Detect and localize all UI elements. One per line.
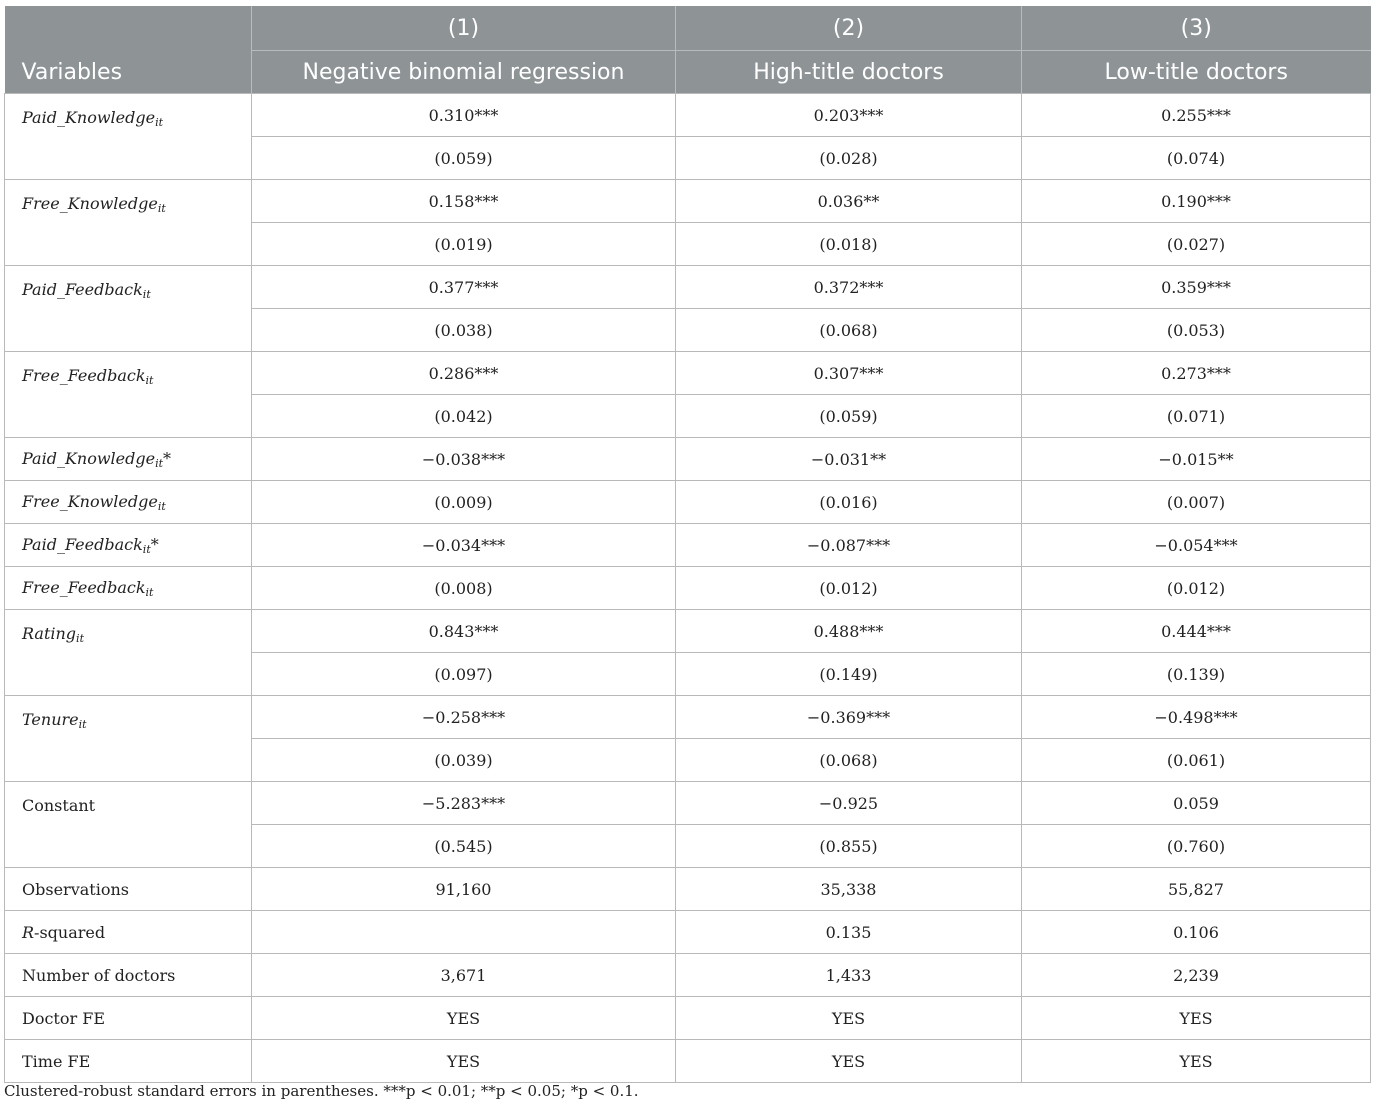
table-row <box>5 868 1371 911</box>
coef-cell: −0.015** <box>1022 438 1371 481</box>
coef-cell: 0.036** <box>676 180 1022 223</box>
se-cell: (0.545) <box>252 825 676 868</box>
value-cell: 35,338 <box>676 868 1022 911</box>
var-paid-knowledge: Paid_Knowledge$_{it}$ <box>5 94 252 180</box>
col-number-3: (3) <box>1022 6 1371 51</box>
value-cell <box>252 911 676 954</box>
coef-cell: −0.034*** <box>252 524 676 567</box>
var-rating: Rating$_{it}$ <box>5 610 252 696</box>
se-cell: (0.016) <box>676 481 1022 524</box>
var-interaction-feedback-line2: Free_Feedback$_{it}$ <box>5 567 252 610</box>
se-cell: (0.038) <box>252 309 676 352</box>
se-cell: (0.074) <box>1022 137 1371 180</box>
se-cell: (0.068) <box>676 309 1022 352</box>
coef-cell: −0.087*** <box>676 524 1022 567</box>
se-cell: (0.068) <box>676 739 1022 782</box>
coef-cell: 0.488*** <box>676 610 1022 653</box>
se-cell: (0.018) <box>676 223 1022 266</box>
var-paid-feedback: Paid_Feedback$_{it}$ <box>5 266 252 352</box>
coef-cell: 0.203*** <box>676 94 1022 137</box>
coef-cell: 0.372*** <box>676 266 1022 309</box>
se-cell: (0.012) <box>676 567 1022 610</box>
coef-cell: −5.283*** <box>252 782 676 825</box>
coef-cell: 0.286*** <box>252 352 676 395</box>
table-header <box>5 6 1371 94</box>
var-interaction-knowledge-line2: Free_Knowledge$_{it}$ <box>5 481 252 524</box>
coef-cell: 0.158*** <box>252 180 676 223</box>
coef-cell: 0.190*** <box>1022 180 1371 223</box>
coef-cell: −0.369*** <box>676 696 1022 739</box>
regression-table <box>4 6 1371 1083</box>
value-cell: YES <box>676 1040 1022 1083</box>
var-r-squared: R-squared <box>5 911 252 954</box>
coef-cell: 0.377*** <box>252 266 676 309</box>
var-free-knowledge: Free_Knowledge$_{it}$ <box>5 180 252 266</box>
coef-cell: −0.498*** <box>1022 696 1371 739</box>
value-cell: YES <box>1022 1040 1371 1083</box>
coef-cell: 0.310*** <box>252 94 676 137</box>
table-row <box>5 352 1371 395</box>
col-number-1: (1) <box>252 6 676 51</box>
se-cell: (0.053) <box>1022 309 1371 352</box>
value-cell: 0.106 <box>1022 911 1371 954</box>
table-row <box>5 911 1371 954</box>
coef-cell: −0.258*** <box>252 696 676 739</box>
table-body <box>5 94 1371 1083</box>
table-row <box>5 696 1371 739</box>
col-title-1: Negative binomial regression <box>252 51 676 94</box>
table-row <box>5 610 1371 653</box>
coef-cell: −0.038*** <box>252 438 676 481</box>
coef-cell: 0.059 <box>1022 782 1371 825</box>
se-cell: (0.009) <box>252 481 676 524</box>
se-cell: (0.059) <box>252 137 676 180</box>
coef-cell: 0.359*** <box>1022 266 1371 309</box>
col-title-2: High-title doctors <box>676 51 1022 94</box>
coef-cell: 0.444*** <box>1022 610 1371 653</box>
value-cell: YES <box>252 997 676 1040</box>
var-constant: Constant <box>5 782 252 868</box>
se-cell: (0.855) <box>676 825 1022 868</box>
value-cell: YES <box>1022 997 1371 1040</box>
se-cell: (0.059) <box>676 395 1022 438</box>
value-cell: 2,239 <box>1022 954 1371 997</box>
se-cell: (0.097) <box>252 653 676 696</box>
table-row <box>5 94 1371 137</box>
se-cell: (0.149) <box>676 653 1022 696</box>
table-row <box>5 524 1371 567</box>
coef-cell: −0.054*** <box>1022 524 1371 567</box>
var-doctor-fe: Doctor FE <box>5 997 252 1040</box>
variables-header: Variables <box>5 6 252 94</box>
value-cell: 3,671 <box>252 954 676 997</box>
table-footnote: Clustered-robust standard errors in parentheses. ***p < 0.01; **p < 0.05; *p < 0.1. <box>4 1082 639 1100</box>
table-row <box>5 180 1371 223</box>
table-row <box>5 997 1371 1040</box>
table-row <box>5 782 1371 825</box>
value-cell: YES <box>676 997 1022 1040</box>
se-cell: (0.071) <box>1022 395 1371 438</box>
table-row <box>5 954 1371 997</box>
se-cell: (0.760) <box>1022 825 1371 868</box>
var-time-fe: Time FE <box>5 1040 252 1083</box>
se-cell: (0.008) <box>252 567 676 610</box>
value-cell: YES <box>252 1040 676 1083</box>
table-row <box>5 481 1371 524</box>
value-cell: 0.135 <box>676 911 1022 954</box>
se-cell: (0.019) <box>252 223 676 266</box>
coef-cell: 0.273*** <box>1022 352 1371 395</box>
var-interaction-feedback-line1: Paid_Feedback$_{it}$* <box>5 524 252 567</box>
col-title-3: Low-title doctors <box>1022 51 1371 94</box>
col-number-2: (2) <box>676 6 1022 51</box>
se-cell: (0.012) <box>1022 567 1371 610</box>
coef-cell: 0.255*** <box>1022 94 1371 137</box>
se-cell: (0.007) <box>1022 481 1371 524</box>
var-interaction-knowledge-line1: Paid_Knowledge$_{it}$* <box>5 438 252 481</box>
se-cell: (0.061) <box>1022 739 1371 782</box>
var-number-of-doctors: Number of doctors <box>5 954 252 997</box>
se-cell: (0.028) <box>676 137 1022 180</box>
coef-cell: −0.925 <box>676 782 1022 825</box>
value-cell: 1,433 <box>676 954 1022 997</box>
table-row <box>5 266 1371 309</box>
var-tenure: Tenure$_{it}$ <box>5 696 252 782</box>
coef-cell: 0.307*** <box>676 352 1022 395</box>
var-observations: Observations <box>5 868 252 911</box>
table-row <box>5 438 1371 481</box>
value-cell: 55,827 <box>1022 868 1371 911</box>
table-row <box>5 567 1371 610</box>
coef-cell: −0.031** <box>676 438 1022 481</box>
coef-cell: 0.843*** <box>252 610 676 653</box>
var-free-feedback: Free_Feedback$_{it}$ <box>5 352 252 438</box>
se-cell: (0.042) <box>252 395 676 438</box>
se-cell: (0.139) <box>1022 653 1371 696</box>
se-cell: (0.027) <box>1022 223 1371 266</box>
table-row <box>5 1040 1371 1083</box>
regression-table-container <box>4 6 1370 1083</box>
value-cell: 91,160 <box>252 868 676 911</box>
se-cell: (0.039) <box>252 739 676 782</box>
